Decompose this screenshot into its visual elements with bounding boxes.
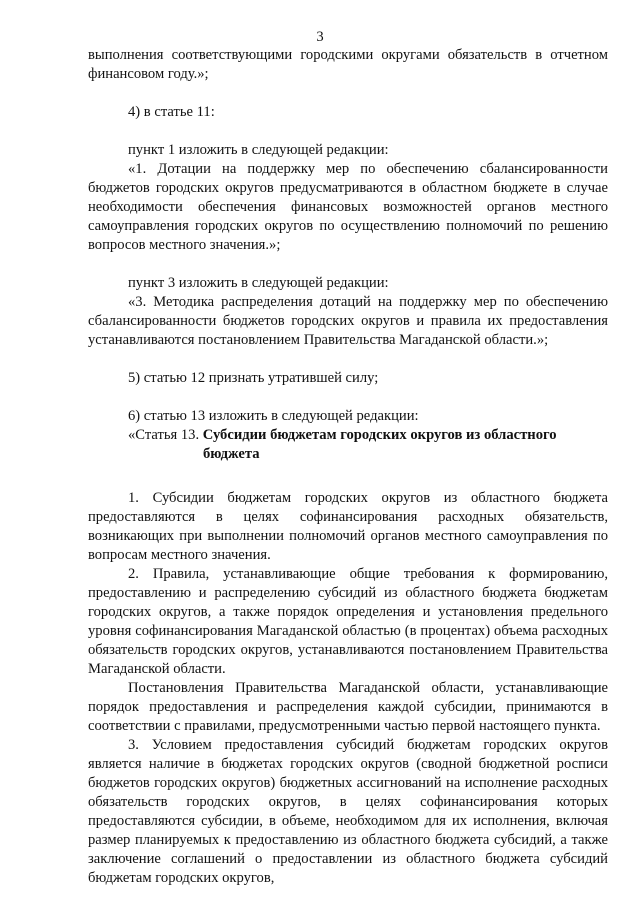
paragraph-point-3-intro: пункт 3 изложить в следующей редакции: (128, 275, 389, 291)
article-13-title-line-2: бюджета (203, 446, 260, 462)
paragraph-point-1-text: «1. Дотации на поддержку мер по обеспечению сбалансированности бюджетов городских округов предусматриваются в областном бюджете в случае необходимости обеспечения финансовых возможностей органов местного самоуправления городских округов по осуществлению полномочий по решению вопросов местного значения.»; (88, 161, 608, 253)
paragraph-article-13-point-2: 2. Правила, устанавливающие общие требования к формированию, предоставлению и распределению субсидий из областного бюджета бюджетам городских округов, а также порядок определения и установления предельного уровня софинансирования Магаданской областью (в процентах) объема расходных обязательств городских округов, устанавливаются постановлением Правительства Магаданской области. (88, 566, 608, 677)
paragraph-point-1-intro: пункт 1 изложить в следующей редакции: (128, 142, 389, 158)
paragraph-article-13-point-3: 3. Условием предоставления субсидий бюджетам городских округов является наличие в бюджетах городских округов (сводной бюджетной росписи бюджетов городских округов) бюджетных ассигнований на исполнение расходных обязательств городских округов, в целях софинансирования которых предоставляются субсидии, в объеме, необходимом для их исполнения, включая размер планируемых к предоставлению из областного бюджета субсидий, а также заключение соглашений о предоставлении из областного бюджета субсидий бюджетам городских округов, (88, 737, 608, 886)
article-13-prefix: «Статья 13. (128, 427, 203, 443)
paragraph-article-13-point-2-part-2: Постановления Правительства Магаданской области, устанавливающие порядок предоставления и распределения каждой субсидии, принимаются в соответствии с правилами, предусмотренными частью первой настоящего пункта. (88, 680, 608, 734)
paragraph-article-13-point-1: 1. Субсидии бюджетам городских округов из областного бюджета предоставляются в целях софинансирования расходных обязательств, возникающих при выполнении полномочий органов местного самоуправления по вопросам местного значения. (88, 490, 608, 563)
article-13-heading (88, 426, 608, 445)
page-number: 3 (316, 29, 324, 45)
paragraph-item-4: 4) в статье 11: (128, 104, 215, 120)
paragraph-point-3-text: «3. Методика распределения дотаций на поддержку мер по обеспечению сбалансированности бюджетов городских округов и правила их предоставления устанавливаются постановлением Правительства Магаданской области.»; (88, 294, 608, 348)
paragraph-continuation: выполнения соответствующими городскими округами обязательств в отчетном финансовом году.»; (88, 47, 608, 82)
paragraph-item-6: 6) статью 13 изложить в следующей редакции: (128, 408, 419, 424)
paragraph-item-5: 5) статью 12 признать утратившей силу; (128, 370, 379, 386)
article-13-title-line-1: Субсидии бюджетам городских округов из областного (202, 427, 557, 443)
document-body (88, 46, 608, 888)
